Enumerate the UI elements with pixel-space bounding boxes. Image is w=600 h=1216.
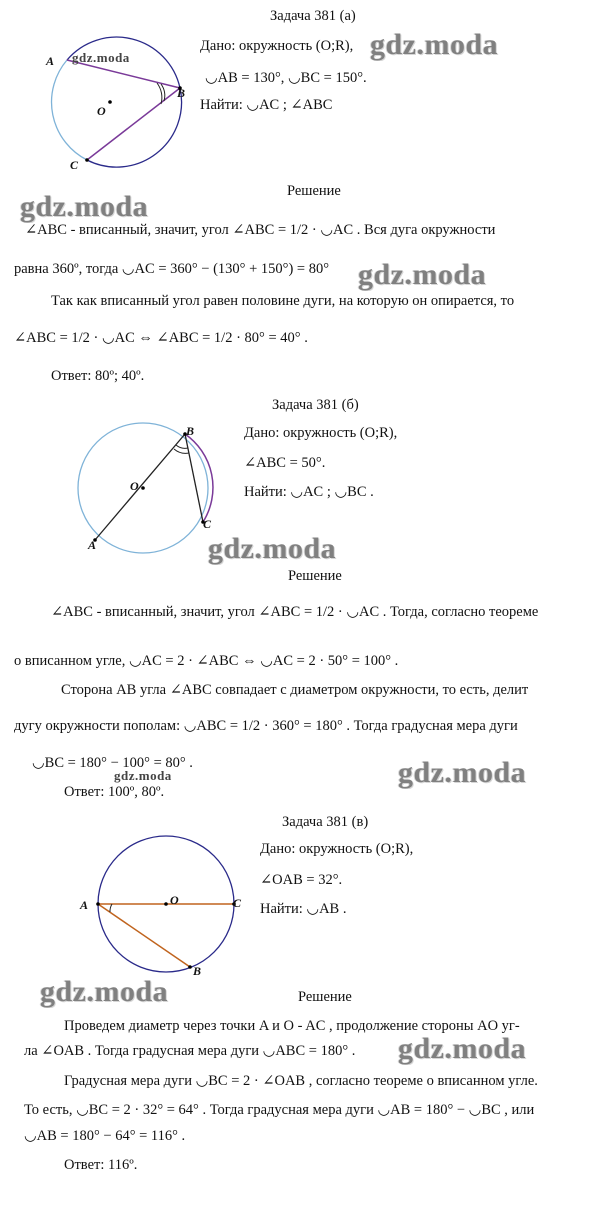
task-a-line-2: равна 360º, тогда ◡AC = 360° − (130° + 150°) = 80° xyxy=(14,261,330,277)
task-a-solution-heading: Решение xyxy=(287,183,341,199)
point-a-label: A xyxy=(46,54,55,68)
task-c-line-1: Проведем диаметр через точки A и O - AC , продолжение стороны AO уг- xyxy=(64,1018,520,1034)
task-b-line-5: ◡BC = 180° − 100° = 80° . xyxy=(32,755,193,771)
task-b-solution-heading: Решение xyxy=(288,568,342,584)
task-b-line-2: о вписанном угле, ◡AC = 2 · ∠ABC ⇔ ◡AC = 2 · 50° = 100° . xyxy=(14,653,399,669)
task-b-line-3: Сторона AB угла ∠ABC совпадает с диаметром окружности, то есть, делит xyxy=(61,682,529,698)
point-a-label: A xyxy=(88,538,97,552)
task-a-given-1: Дано: окружность (O;R), xyxy=(200,38,354,54)
watermark: gdz.moda xyxy=(208,532,337,565)
task-c-diagram xyxy=(88,834,248,974)
task-a-line-3: Так как вписанный угол равен половине дуги, на которую он опирается, то xyxy=(51,293,515,309)
center-o-label: O xyxy=(170,893,179,907)
task-b-line-1: ∠ABC - вписанный, значит, угол ∠ABC = 1/2 · ◡AC . Тогда, согласно теореме xyxy=(51,604,539,620)
watermark: gdz.moda xyxy=(398,1032,527,1065)
point-b-label: B xyxy=(193,964,202,978)
center-o-label: O xyxy=(130,479,139,493)
task-a-find: Найти: ◡AC ; ∠ABC xyxy=(200,97,333,113)
task-c-find: Найти: ◡AB . xyxy=(260,901,347,917)
task-b-given-1: Дано: окружность (O;R), xyxy=(244,425,398,441)
task-a-line-1: ∠ABC - вписанный, значит, угол ∠ABC = 1/2 · ◡AC . Вся дуга окружности xyxy=(25,222,496,238)
task-c-solution-heading: Решение xyxy=(298,989,352,1005)
task-c-title: Задача 381 (в) xyxy=(282,814,369,830)
watermark: gdz.moda xyxy=(358,258,487,291)
task-c-line-5: ◡AB = 180° − 64° = 116° . xyxy=(24,1128,186,1144)
task-a-line-4: ∠ABC = 1/2 · ◡AC ⇔ ∠ABC = 1/2 · 80° = 40° . xyxy=(14,330,308,346)
watermark: gdz.moda xyxy=(114,768,172,783)
task-b-given-2: ∠ABC = 50°. xyxy=(244,455,326,471)
watermark: gdz.moda xyxy=(398,756,527,789)
center-o-label: O xyxy=(97,104,106,118)
task-a-answer: Ответ: 80º; 40º. xyxy=(51,368,145,384)
task-a-title: Задача 381 (а) xyxy=(270,8,356,24)
point-c-label: C xyxy=(233,896,242,910)
task-a-given-2: ◡AB = 130°, ◡BC = 150°. xyxy=(205,70,367,86)
point-b-label: B xyxy=(177,86,186,100)
watermark: gdz.moda xyxy=(370,28,499,61)
task-b-find: Найти: ◡AC ; ◡BC . xyxy=(244,484,374,500)
task-c-line-3: Градусная мера дуги ◡BC = 2 · ∠OAB , согласно теореме о вписанном угле. xyxy=(64,1073,538,1089)
watermark: gdz.moda xyxy=(72,50,130,65)
point-c-label: C xyxy=(203,517,212,531)
task-b-line-4: дугу окружности пополам: ◡ABC = 1/2 · 360° = 180° . Тогда градусная мера дуги xyxy=(14,718,518,734)
point-b-label: B xyxy=(186,424,195,438)
point-a-label: A xyxy=(80,898,89,912)
task-b-title: Задача 381 (б) xyxy=(272,397,359,413)
task-c-line-2: ла ∠OAB . Тогда градусная мера дуги ◡ABC = 180° . xyxy=(24,1043,356,1059)
point-c-label: C xyxy=(70,158,79,172)
watermark: gdz.moda xyxy=(40,975,169,1008)
task-c-answer: Ответ: 116º. xyxy=(64,1157,138,1173)
task-c-given-2: ∠OAB = 32°. xyxy=(260,872,343,888)
task-b-answer: Ответ: 100º, 80º. xyxy=(64,784,165,800)
watermark: gdz.moda xyxy=(20,190,149,223)
task-c-given-1: Дано: окружность (O;R), xyxy=(260,841,414,857)
task-c-line-4: То есть, ◡BC = 2 · 32° = 64° . Тогда градусная мера дуги ◡AB = 180° − ◡BC , или xyxy=(24,1102,535,1118)
